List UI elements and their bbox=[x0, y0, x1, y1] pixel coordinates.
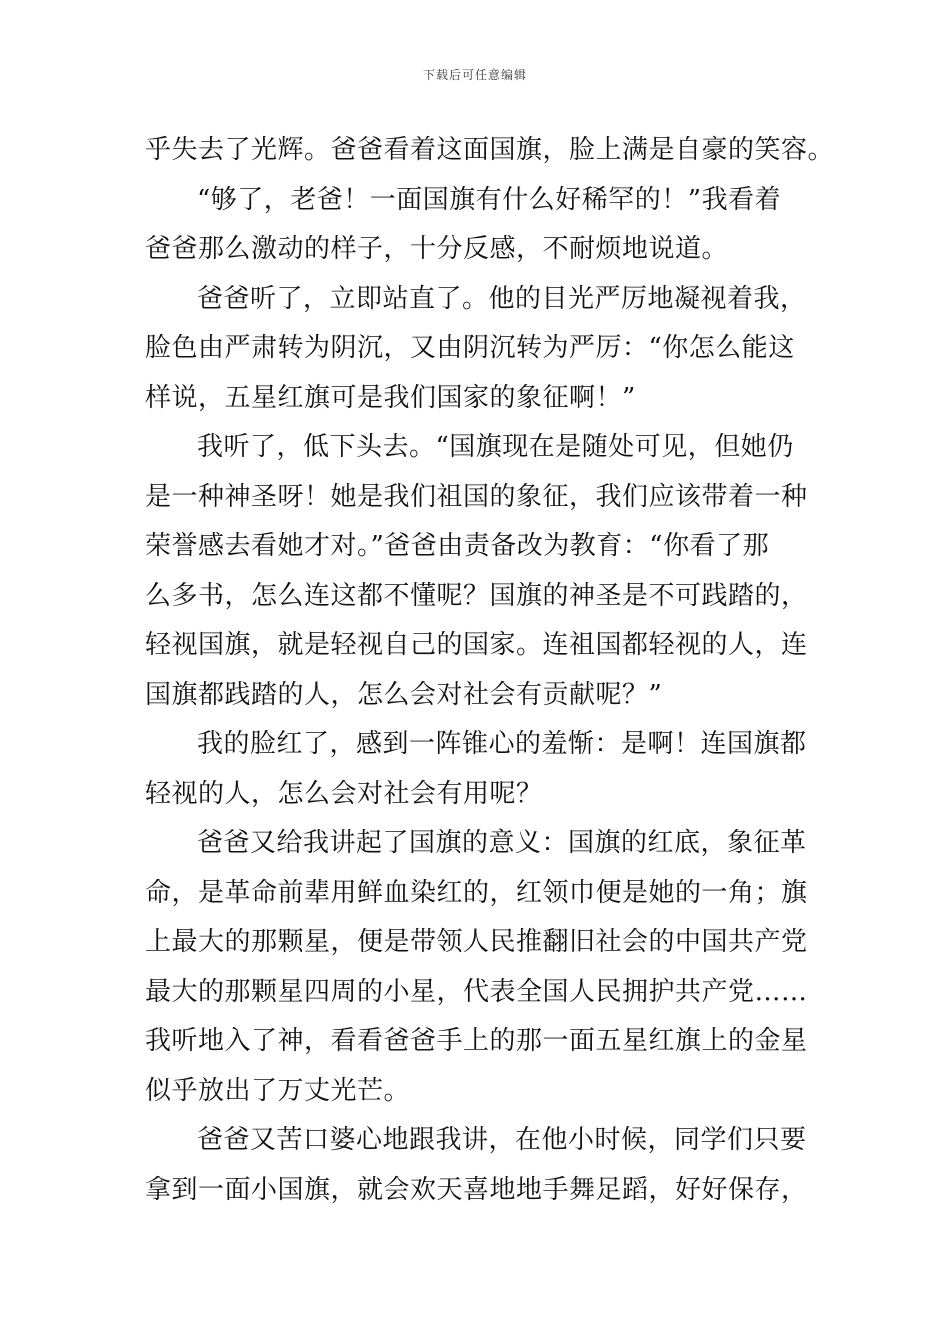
text-line: 似乎放出了万丈光芒。 bbox=[145, 1075, 411, 1106]
text-line: 我听地入了神，看看爸爸手上的那一面五星红旗上的金星 bbox=[145, 1026, 808, 1056]
text-line: 爸爸又给我讲起了国旗的意义：国旗的红底，象征革 bbox=[197, 828, 807, 858]
text-line: 脸色由严肃转为阴沉，又由阴沉转为严厉：“你怎么能这 bbox=[145, 333, 795, 363]
text-line: 我听了，低下头去。“国旗现在是随处可见，但她仍 bbox=[197, 432, 794, 462]
text-line: 命，是革命前辈用鲜血染红的，红领巾便是她的一角；旗 bbox=[145, 877, 808, 908]
text-line: 荣誉感去看她才对。”爸爸由责备改为教育：“你看了那 bbox=[145, 531, 770, 561]
text-line: 样说，五星红旗可是我们国家的象征啊！” bbox=[145, 382, 636, 413]
text-line: 上最大的那颗星，便是带领人民推翻旧社会的中国共产党 bbox=[145, 927, 808, 957]
text-line: 国旗都践踏的人，怎么会对社会有贡献呢？” bbox=[145, 679, 663, 710]
text-line: 乎失去了光辉。爸爸看着这面国旗，脸上满是自豪的笑容。 bbox=[145, 135, 835, 165]
text-line: 我的脸红了，感到一阵锥心的羞惭：是啊！连国旗都 bbox=[197, 729, 807, 759]
text-line: 轻视的人，怎么会对社会有用呢？ bbox=[145, 778, 543, 809]
text-line: 么多书，怎么连这都不懂呢？国旗的神圣是不可践踏的， bbox=[145, 580, 808, 611]
text-line: 轻视国旗，就是轻视自己的国家。连祖国都轻视的人，连 bbox=[145, 630, 808, 660]
text-line: 最大的那颗星四周的小星，代表全国人民拥护共产党…… bbox=[145, 976, 808, 1007]
text-line: 爸爸听了，立即站直了。他的目光严厉地凝视着我， bbox=[197, 283, 807, 314]
text-line: 拿到一面小国旗，就会欢天喜地地手舞足蹈，好好保存， bbox=[145, 1174, 808, 1205]
text-line: 爸爸又苦口婆心地跟我讲，在他小时候，同学们只要 bbox=[197, 1125, 807, 1155]
text-line: 爸爸那么激动的样子，十分反感，不耐烦地说道。 bbox=[145, 234, 729, 264]
page-header: 下载后可任意编辑 bbox=[422, 68, 527, 82]
text-line: “够了，老爸！一面国旗有什么好稀罕的！”我看着 bbox=[197, 184, 782, 215]
text-line: 是一种神圣呀！她是我们祖国的象征，我们应该带着一种 bbox=[145, 481, 808, 512]
body-text bbox=[145, 126, 835, 1215]
